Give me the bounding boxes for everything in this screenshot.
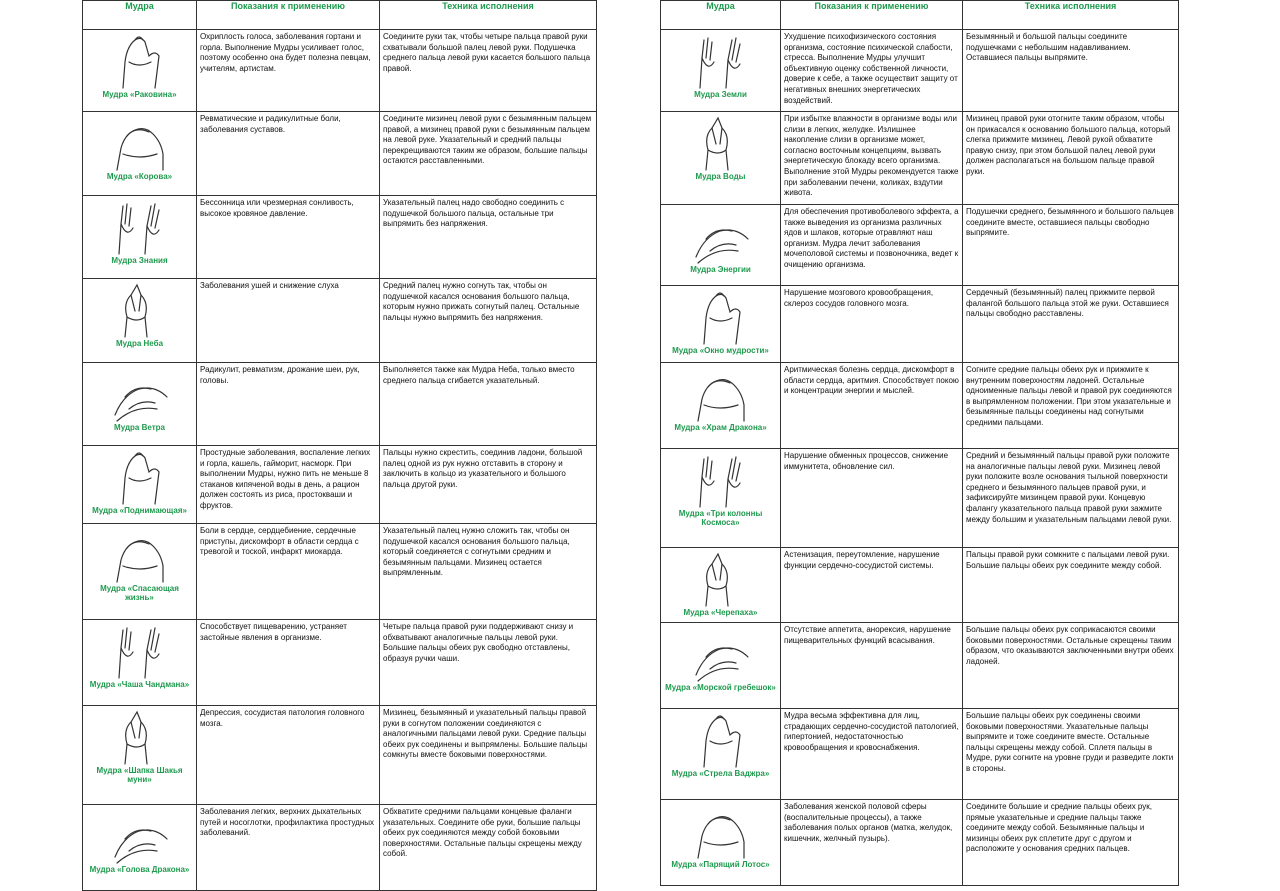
header-indications: Показания к применению bbox=[781, 1, 963, 30]
technique-text: Средний палец нужно согнуть так, чтобы он подушечкой касался основания большого пальца, которым нужно прижать согнутый палец. Остальные пальцы нужно выпрямить без напряжения. bbox=[383, 281, 580, 322]
technique-cell bbox=[380, 30, 597, 112]
header-indications: Показания к применению bbox=[197, 1, 380, 30]
technique-cell bbox=[963, 449, 1179, 548]
indications-cell bbox=[781, 112, 963, 205]
mudra-illustration-cell bbox=[83, 196, 197, 279]
indications-cell bbox=[197, 112, 380, 196]
mudra-row bbox=[661, 112, 1179, 205]
indications-cell bbox=[197, 279, 380, 363]
mudra-illustration-cell bbox=[83, 620, 197, 706]
hand-gesture-illustration bbox=[686, 207, 756, 265]
mudra-row bbox=[83, 363, 597, 446]
technique-text: Подушечки среднего, безымянного и большого пальцев соедините вместе, оставшиеся пальцы свободно выпрямите. bbox=[966, 207, 1174, 238]
indications-cell bbox=[197, 446, 380, 524]
technique-text: Обхватите средними пальцами концевые фаланги указательных. Соедините обе руки, большие пальцы обеих рук соединяются между собой боковыми поверхностями. Остальные пальцы скрещены между собой. bbox=[383, 807, 582, 859]
mudra-name: Мудра Энергии bbox=[690, 265, 751, 274]
mudra-name: Мудра «Стрела Ваджра» bbox=[671, 769, 770, 778]
mudra-row bbox=[83, 524, 597, 620]
mudra-row bbox=[661, 709, 1179, 800]
mudra-name: Мудра «Морской гребешок» bbox=[665, 683, 776, 692]
mudra-name: Мудра «Поднимающая» bbox=[92, 506, 187, 515]
mudra-illustration-cell bbox=[661, 623, 781, 709]
technique-cell bbox=[380, 620, 597, 706]
technique-cell bbox=[380, 363, 597, 446]
mudra-name: Мудра «Голова Дракона» bbox=[89, 865, 190, 874]
mudra-illustration-cell bbox=[661, 286, 781, 363]
mudra-row bbox=[661, 623, 1179, 709]
mudra-name: Мудра «Черепаха» bbox=[683, 608, 758, 617]
indications-text: Ревматические и радикулитные боли, заболевания суставов. bbox=[200, 114, 341, 134]
indications-text: Мудра весьма эффективна для лиц, страдающих сердечно-сосудистой патологией, гипертонией, недостаточностью кровообращения и кровоснабжения. bbox=[784, 711, 959, 752]
hand-gesture-illustration bbox=[105, 198, 175, 256]
technique-cell bbox=[380, 706, 597, 805]
technique-cell bbox=[963, 363, 1179, 449]
mudra-name: Мудра «Парящий Лотос» bbox=[671, 860, 770, 869]
indications-cell bbox=[781, 363, 963, 449]
technique-text: Мизинец правой руки отогните таким образом, чтобы он прикасался к основанию большого пальца, который слегка прижмите мизинец. Левой рукой обхватите правую снизу, при этом большой палец левой руки должен располагаться на большом пальце правой руки. bbox=[966, 114, 1171, 176]
indications-cell bbox=[781, 709, 963, 800]
indications-text: Ухудшение психофизического состояния организма, состояние психической слабости, стресса. Выполнение Мудры улучшит объективную оценку собственной личности, доверие к себе, а также осуществит защиту от негативных внешних энергетических воздействий. bbox=[784, 32, 958, 105]
indications-text: Способствует пищеварению, устраняет застойные явления в организме. bbox=[200, 622, 347, 642]
mudra-row bbox=[83, 112, 597, 196]
indications-text: Депрессия, сосудистая патология головного мозга. bbox=[200, 708, 365, 728]
mudra-name: Мудра «Чаша Чандмана» bbox=[89, 680, 190, 689]
indications-cell bbox=[781, 30, 963, 112]
mudra-illustration-cell bbox=[661, 112, 781, 205]
indications-text: Простудные заболевания, воспаление легких и горла, кашель, гайморит, насморк. При выполнении Мудры, нужно пить не меньше 8 стаканов кипяченой воды в день, а рацион должен состоять из риса, простокваши и фруктов. bbox=[200, 448, 371, 510]
technique-cell bbox=[963, 112, 1179, 205]
mudra-row bbox=[661, 363, 1179, 449]
hand-gesture-illustration bbox=[105, 114, 175, 172]
technique-cell bbox=[380, 805, 597, 891]
technique-text: Соедините руки так, чтобы четыре пальца правой руки схватывали большой палец левой руки. Подушечка среднего пальца левой руки касается большого пальца правой. bbox=[383, 32, 591, 73]
technique-cell bbox=[380, 524, 597, 620]
indications-cell bbox=[781, 286, 963, 363]
technique-text: Сердечный (безымянный) палец прижмите первой фалангой большого пальца этой же руки. Оставшиеся пальцы свободно расставлены. bbox=[966, 288, 1169, 319]
mudra-name: Мудра «Корова» bbox=[106, 172, 173, 181]
hand-gesture-illustration bbox=[105, 448, 175, 506]
mudra-row bbox=[83, 279, 597, 363]
header-technique: Техника исполнения bbox=[380, 1, 597, 30]
indications-text: Аритмическая болезнь сердца, дискомфорт в области сердца, аритмия. Способствует покою и концентрации энергии и мыслей. bbox=[784, 365, 959, 396]
indications-text: Охриплость голоса, заболевания гортани и горла. Выполнение Мудры усиливает голос, поэтому особенно она будет полезна певцам, учителям, артистам. bbox=[200, 32, 371, 73]
indications-cell bbox=[781, 623, 963, 709]
mudra-row bbox=[661, 800, 1179, 886]
mudra-illustration-cell bbox=[661, 205, 781, 286]
mudra-row bbox=[83, 706, 597, 805]
technique-cell bbox=[380, 446, 597, 524]
mudra-illustration-cell bbox=[83, 524, 197, 620]
indications-cell bbox=[781, 205, 963, 286]
indications-cell bbox=[197, 30, 380, 112]
mudra-illustration-cell bbox=[661, 449, 781, 548]
mudra-row bbox=[83, 805, 597, 891]
technique-cell bbox=[963, 30, 1179, 112]
mudra-illustration-cell bbox=[661, 363, 781, 449]
hand-gesture-illustration bbox=[105, 281, 175, 339]
hand-gesture-illustration bbox=[105, 365, 175, 423]
technique-cell bbox=[963, 286, 1179, 363]
hand-gesture-illustration bbox=[686, 288, 756, 346]
indications-text: Заболевания женской половой сферы (воспалительные процессы), а также заболевания полых органов (матка, желудок, кишечник, желчный пузырь). bbox=[784, 802, 953, 843]
mudra-name: Мудра «Спасающая жизнь» bbox=[100, 584, 179, 602]
indications-cell bbox=[197, 805, 380, 891]
mudra-illustration-cell bbox=[83, 279, 197, 363]
indications-text: Заболевания ушей и снижение слуха bbox=[200, 281, 339, 290]
mudra-name: Мудра Ветра bbox=[114, 423, 165, 432]
hand-gesture-illustration bbox=[686, 114, 756, 172]
mudra-illustration-cell bbox=[83, 363, 197, 446]
indications-text: Астенизация, переутомление, нарушение функции сердечно-сосудистой системы. bbox=[784, 550, 940, 570]
mudra-illustration-cell bbox=[661, 30, 781, 112]
right-mudra-table bbox=[660, 0, 1179, 886]
indications-cell bbox=[197, 620, 380, 706]
technique-cell bbox=[380, 279, 597, 363]
indications-text: Радикулит, ревматизм, дрожание шеи, рук, головы. bbox=[200, 365, 360, 385]
mudra-name: Мудра Воды bbox=[695, 172, 746, 181]
hand-gesture-illustration bbox=[686, 802, 756, 860]
hand-gesture-illustration bbox=[686, 711, 756, 769]
mudra-row bbox=[83, 446, 597, 524]
mudra-illustration-cell bbox=[83, 112, 197, 196]
indications-cell bbox=[197, 363, 380, 446]
mudra-illustration-cell bbox=[83, 706, 197, 805]
technique-text: Мизинец, безымянный и указательный пальцы правой руки в согнутом положении соединяются с аналогичными пальцами левой руки. Средние пальцы обеих рук соединены и выпрямлены. Большие пальцы сомкнуты вместе боковыми поверхностями. bbox=[383, 708, 588, 760]
indications-cell bbox=[781, 800, 963, 886]
mudra-row bbox=[661, 30, 1179, 112]
indications-cell bbox=[197, 706, 380, 805]
mudra-row bbox=[83, 620, 597, 706]
mudra-row bbox=[661, 205, 1179, 286]
technique-text: Пальцы нужно скрестить, соединив ладони, большой палец одной из рук нужно отставить в сторону и заключить в кольцо из указательного и большого пальца другой руки. bbox=[383, 448, 583, 489]
technique-cell bbox=[963, 709, 1179, 800]
hand-gesture-illustration bbox=[105, 708, 175, 766]
technique-text: Пальцы правой руки сомкните с пальцами левой руки. Большие пальцы обеих рук соедините между собой. bbox=[966, 550, 1170, 570]
technique-text: Согните средние пальцы обеих рук и прижмите к внутренним поверхностям ладоней. Остальные одноименные пальцы левой и правой рук соединяются в выпрямленном положении. При этом указательные и безымянные пальцы соединены над согнутыми средними пальцами. bbox=[966, 365, 1172, 427]
hand-gesture-illustration bbox=[105, 32, 175, 90]
technique-text: Соедините большие и средние пальцы обеих рук, прямые указательные и средние пальцы также соедините между собой. Безымянные пальцы и мизинцы обеих рук сплетите друг с другом и расположите у основания средних пальцев. bbox=[966, 802, 1152, 854]
hand-gesture-illustration bbox=[686, 32, 756, 90]
indications-text: Для обеспечения противоболевого эффекта, а также выведения из организма различных ядов и шлаков, которые отравляют наш организм. Мудра лечит заболевания мочеполовой системы и позвоночника, ведет к очищению организма. bbox=[784, 207, 959, 269]
hand-gesture-illustration bbox=[105, 526, 175, 584]
technique-cell bbox=[963, 623, 1179, 709]
technique-text: Средний и безымянный пальцы правой руки положите на аналогичные пальцы левой руки. Мизинец левой руки положите возле основания тыльной поверхности среднего и безымянного пальцев правой руки, и зафиксируйте мизинцем правой руки. Концевую фалангу указательного пальца правой руки зажмите между большим и указательным пальцами левой руки. bbox=[966, 451, 1172, 524]
mudra-illustration-cell bbox=[661, 709, 781, 800]
indications-text: Отсутствие аппетита, анорексия, нарушение пищеварительных функций всасывания. bbox=[784, 625, 951, 645]
hand-gesture-illustration bbox=[686, 365, 756, 423]
mudra-name: Мудра Земли bbox=[694, 90, 747, 99]
header-mudra: Мудра bbox=[661, 1, 781, 30]
indications-text: Бессонница или чрезмерная сонливость, высокое кровяное давление. bbox=[200, 198, 354, 218]
technique-text: Большие пальцы обеих рук соприкасаются своими боковыми поверхностями. Остальные скрещены таким образом, что оказываются заключенными внутри обеих ладоней. bbox=[966, 625, 1174, 666]
mudra-row bbox=[83, 196, 597, 279]
mudra-name: Мудра Знания bbox=[111, 256, 168, 265]
indications-text: Нарушение обменных процессов, снижение иммунитета, обновление сил. bbox=[784, 451, 949, 471]
mudra-name: Мудра «Шапка Шакья муни» bbox=[96, 766, 183, 784]
indications-cell bbox=[197, 196, 380, 279]
indications-text: Нарушение мозгового кровообращения, склероз сосудов головного мозга. bbox=[784, 288, 934, 308]
technique-cell bbox=[963, 548, 1179, 623]
mudra-name: Мудра «Храм Дракона» bbox=[674, 423, 767, 432]
mudra-illustration-cell bbox=[83, 805, 197, 891]
technique-text: Выполняется также как Мудра Неба, только вместо среднего пальца сгибается указательный. bbox=[383, 365, 575, 385]
indications-text: Заболевания легких, верхних дыхательных путей и носоглотки, профилактика простудных заболеваний. bbox=[200, 807, 375, 838]
hand-gesture-illustration bbox=[105, 622, 175, 680]
technique-text: Большие пальцы обеих рук соединены своими боковыми поверхностями. Указательные пальцы выпрямите и тоже соедините вместе. Остальные пальцы скрещены между собой. Сплетя пальцы в Мудре, руки согните на уровне груди и разведите локти в стороны. bbox=[966, 711, 1174, 773]
mudra-name: Мудра «Раковина» bbox=[102, 90, 177, 99]
technique-text: Четыре пальца правой руки поддерживают снизу и обхватывают аналогичные пальцы левой руки. Большие пальцы обеих рук свободно отставлены, образуя ручки чаши. bbox=[383, 622, 574, 663]
technique-cell bbox=[963, 205, 1179, 286]
technique-cell bbox=[963, 800, 1179, 886]
technique-cell bbox=[380, 196, 597, 279]
technique-cell bbox=[380, 112, 597, 196]
mudra-illustration-cell bbox=[661, 548, 781, 623]
header-mudra: Мудра bbox=[83, 1, 197, 30]
left-mudra-table bbox=[82, 0, 597, 891]
indications-cell bbox=[197, 524, 380, 620]
mudra-illustration-cell bbox=[661, 800, 781, 886]
mudra-name: Мудра «Окно мудрости» bbox=[672, 346, 769, 355]
indications-text: Боли в сердце, сердцебиение, сердечные приступы, дискомфорт в области сердца с тревогой и тоской, инфаркт миокарда. bbox=[200, 526, 359, 557]
technique-text: Указательный палец нужно сложить так, чтобы он подушечкой касался основания большого пальца, который соединяется с согнутыми средним и безымянным пальцами. Мизинец остается выпрямленным. bbox=[383, 526, 570, 578]
technique-text: Указательный палец надо свободно соединить с подушечкой большого пальца, остальные три выпрямить без напряжения. bbox=[383, 198, 565, 229]
hand-gesture-illustration bbox=[686, 550, 756, 608]
indications-text: При избытке влажности в организме воды или слизи в легких, желудке. Излишнее накопление слизи в организме может, согласно восточным концепциям, вызвать энергетическую блокаду всего организма. Выполнение этой Мудры рекомендуется также при заболевании печени, коликах, вздутии живота. bbox=[784, 114, 959, 198]
mudra-name: Мудра Неба bbox=[115, 339, 164, 348]
mudra-row bbox=[83, 30, 597, 112]
mudra-row bbox=[661, 548, 1179, 623]
hand-gesture-illustration bbox=[686, 625, 756, 683]
technique-text: Безымянный и большой пальцы соедините подушечками с небольшим надавливанием. Оставшиеся пальцы выпрямите. bbox=[966, 32, 1131, 63]
mudra-illustration-cell bbox=[83, 30, 197, 112]
mudra-row bbox=[661, 286, 1179, 363]
hand-gesture-illustration bbox=[105, 807, 175, 865]
mudra-illustration-cell bbox=[83, 446, 197, 524]
mudra-row bbox=[661, 449, 1179, 548]
hand-gesture-illustration bbox=[686, 451, 756, 509]
mudra-name: Мудра «Три колонны Космоса» bbox=[678, 509, 763, 527]
indications-cell bbox=[781, 449, 963, 548]
technique-text: Соедините мизинец левой руки с безымянным пальцем правой, а мизинец правой руки с безымянным пальцем на левой руке. Указательный и средний пальцы перекрещиваются таким же образом, большие пальцы остаются расставленными. bbox=[383, 114, 592, 166]
indications-cell bbox=[781, 548, 963, 623]
header-technique: Техника исполнения bbox=[963, 1, 1179, 30]
